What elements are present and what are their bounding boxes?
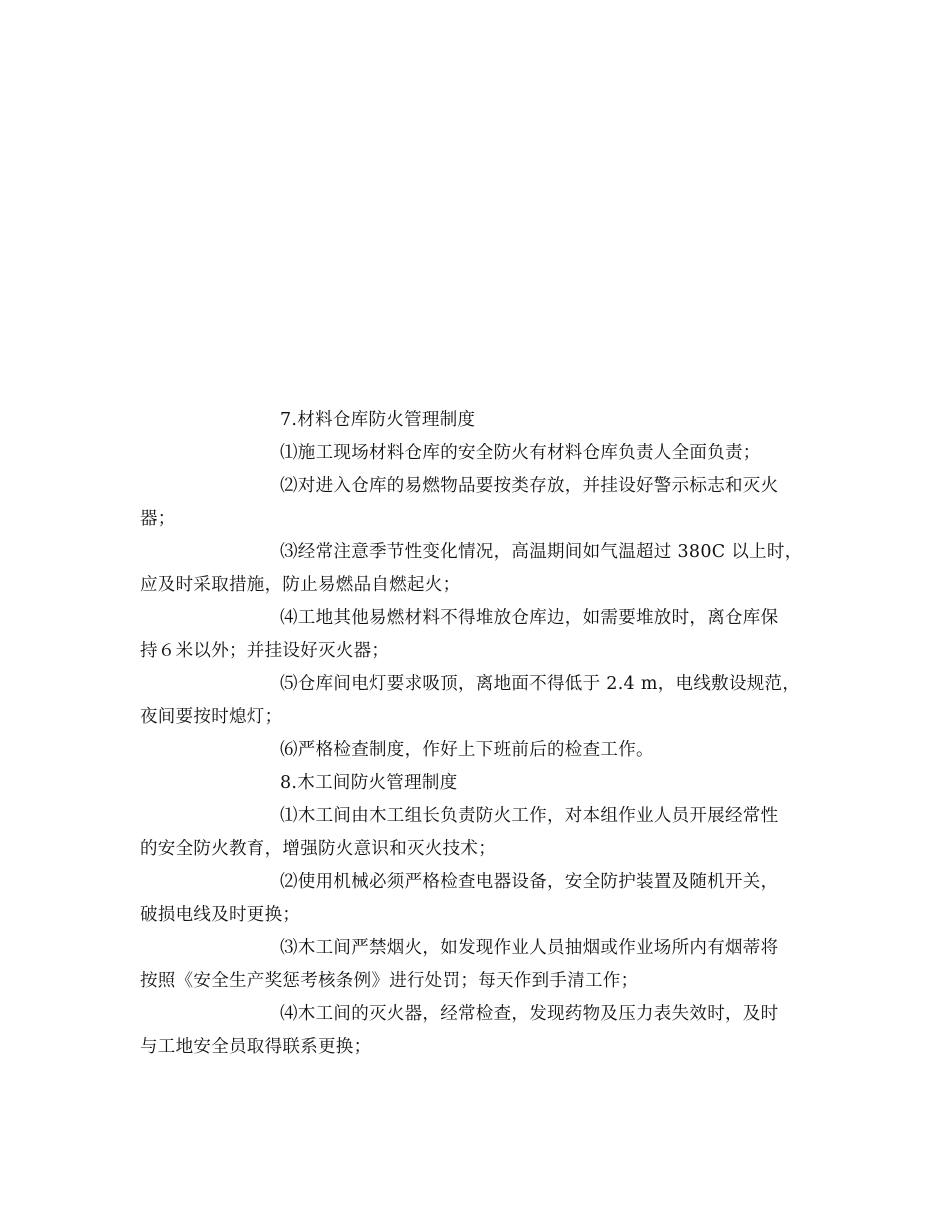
section-8-item-2: ⑵使用机械必须严格检查电器设备，安全防护装置及随机开关， — [280, 872, 779, 892]
section-7-title: 7.材料仓库防火管理制度 — [280, 410, 476, 430]
section-7-item-5: ⑸仓库间电灯要求吸顶，离地面不得低于 2.4 m，电线敷设规范， — [280, 674, 801, 694]
section-8-item-3-continued: 按照《安全生产奖惩考核条例》进行处罚；每天作到手清工作； — [140, 971, 639, 991]
section-7-item-3-continued: 应及时采取措施，防止易燃品自燃起火； — [140, 575, 461, 595]
section-8-item-4: ⑷木工间的灭火器，经常检查，发现药物及压力表失效时，及时 — [280, 1004, 779, 1024]
section-8-item-2-continued: 破损电线及时更换； — [140, 905, 301, 925]
section-7-item-4: ⑷工地其他易燃材料不得堆放仓库边，如需要堆放时，离仓库保 — [280, 608, 779, 628]
section-7-item-4-continued: 持６米以外；并挂设好灭火器； — [140, 641, 390, 661]
section-8-item-1-continued: 的安全防火教育，增强防火意识和灭火技术； — [140, 839, 496, 859]
section-7-item-3: ⑶经常注意季节性变化情况，高温期间如气温超过 380C 以上时， — [280, 542, 803, 562]
section-7-item-5-continued: 夜间要按时熄灯； — [140, 707, 283, 727]
document-body — [140, 404, 840, 1064]
section-8-title: 8.木工间防火管理制度 — [280, 773, 458, 793]
section-8-item-1: ⑴木工间由木工组长负责防火工作，对本组作业人员开展经常性 — [280, 806, 779, 826]
section-8-item-3: ⑶木工间严禁烟火，如发现作业人员抽烟或作业场所内有烟蒂将 — [280, 938, 779, 958]
section-7-item-2-continued: 器； — [140, 509, 176, 529]
section-7-item-6: ⑹严格检查制度，作好上下班前后的检查工作。 — [280, 740, 654, 760]
section-8-item-4-continued: 与工地安全员取得联系更换； — [140, 1037, 372, 1057]
section-7-item-2: ⑵对进入仓库的易燃物品要按类存放，并挂设好警示标志和灭火 — [280, 476, 779, 496]
section-7-item-1: ⑴施工现场材料仓库的安全防火有材料仓库负责人全面负责； — [280, 443, 761, 463]
